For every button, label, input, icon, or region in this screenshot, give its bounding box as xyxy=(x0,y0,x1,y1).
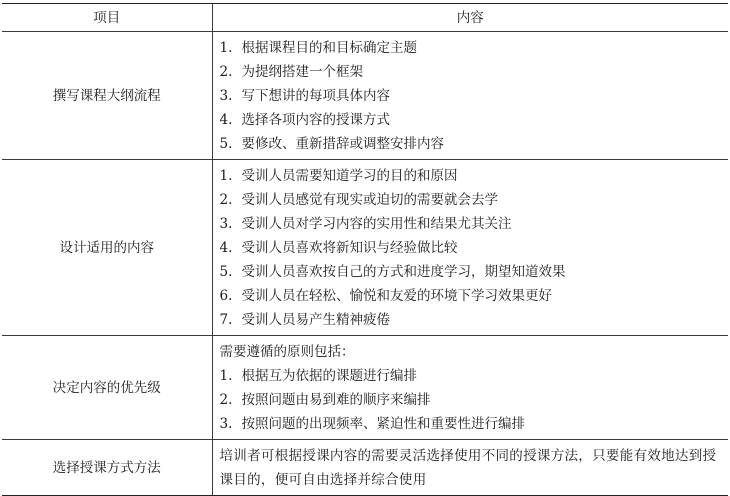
list-item: 1. 受训人员需要知道学习的目的和原因 xyxy=(219,168,458,184)
table-row xyxy=(2,440,728,496)
header-item: 项目 xyxy=(2,4,212,32)
table-row xyxy=(2,32,728,160)
list-item: 4. 受训人员喜欢将新知识与经验做比较 xyxy=(219,240,458,256)
list-item: 6. 受训人员在轻松、愉悦和友爱的环境下学习效果更好 xyxy=(219,288,552,304)
row-item-priority: 决定内容的优先级 xyxy=(2,336,212,440)
row-content xyxy=(212,440,728,496)
row-item-outline-process: 撰写课程大纲流程 xyxy=(2,32,212,160)
row-content xyxy=(212,160,728,336)
list-item: 1. 根据课程目的和目标确定主题 xyxy=(219,40,417,56)
header-row xyxy=(2,4,728,32)
list-intro: 需要遵循的原则包括： xyxy=(219,344,355,360)
row-content xyxy=(212,32,728,160)
table-row xyxy=(2,336,728,440)
list-item: 2. 为提纲搭建一个框架 xyxy=(219,64,363,80)
course-design-table xyxy=(2,3,728,496)
list-item: 1. 根据互为依据的课题进行编排 xyxy=(219,368,417,384)
list-item: 5. 受训人员喜欢按自己的方式和进度学习，期望知道效果 xyxy=(219,264,566,280)
list-item: 3. 受训人员对学习内容的实用性和结果尤其关注 xyxy=(219,216,512,232)
list-item: 2. 受训人员感觉有现实或迫切的需要就会去学 xyxy=(219,192,498,208)
header-content: 内容 xyxy=(212,4,728,32)
list-item: 2. 按照问题由易到难的顺序来编排 xyxy=(219,392,431,408)
row-content xyxy=(212,336,728,440)
paragraph: 培训者可根据授课内容的需要灵活选择使用不同的授课方法，只要能有效地达到授课目的，便可自由选择并综合使用 xyxy=(219,448,717,488)
list-item: 3. 写下想讲的每项具体内容 xyxy=(219,88,390,104)
row-item-teaching-method: 选择授课方式方法 xyxy=(2,440,212,496)
list-item: 3. 按照问题的出现频率、紧迫性和重要性进行编排 xyxy=(219,416,525,432)
list-item: 4. 选择各项内容的授课方式 xyxy=(219,112,390,128)
table-row xyxy=(2,160,728,336)
list-item: 5. 要修改、重新措辞或调整安排内容 xyxy=(219,136,444,152)
list-item: 7. 受训人员易产生精神疲倦 xyxy=(219,312,390,328)
row-item-design-content: 设计适用的内容 xyxy=(2,160,212,336)
